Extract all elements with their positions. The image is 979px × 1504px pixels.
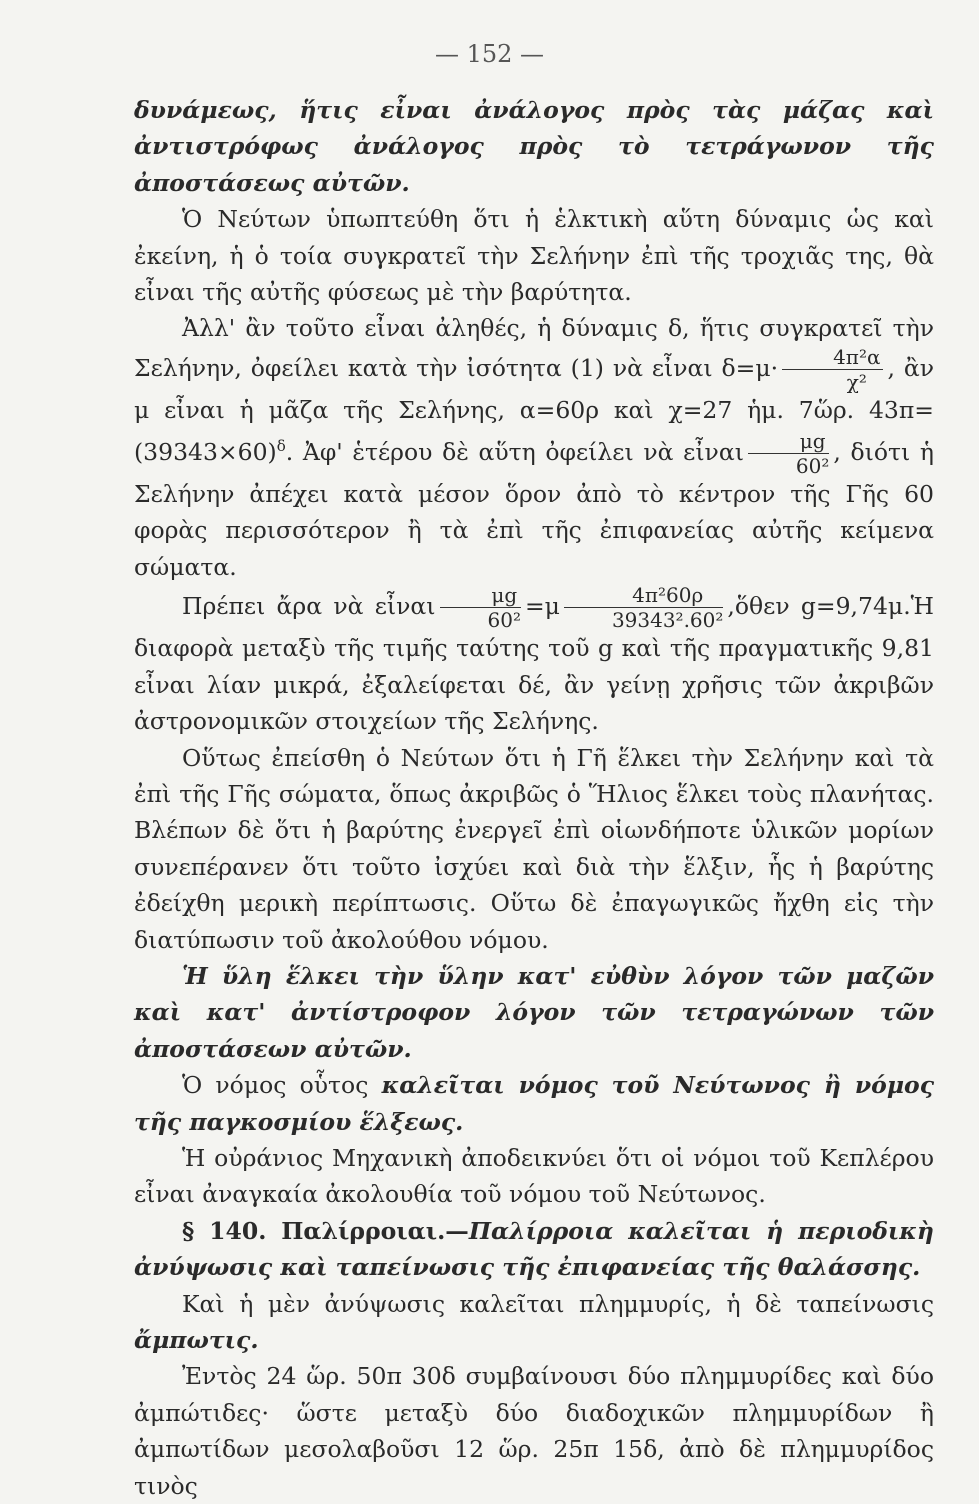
fraction-denominator: 39343².60² [611, 608, 724, 633]
fraction-numerator: μg [440, 585, 521, 608]
paragraph-law-name [134, 1067, 934, 1140]
moon-force-text-a: Ἀλλ' ἂν τοῦτο εἶναι ἀληθές, ἡ δύναμις δ, ἥτις συγκρατεῖ τὴν Σελήνην, ὀφείλει κατὰ τὴν ἰσότητα (1) νὰ εἶναι δ=μ· [134, 314, 934, 382]
paragraph-law-statement: Ἡ ὕλη ἕλκει τὴν ὕλην κατ' εὐθὺν λόγον τῶν μαζῶν καὶ κατ' ἀντίστροφον λόγον τῶν τετραγώνων τῶν ἀποστάσεων αὐτῶν. [134, 961, 934, 1063]
tide-definition: Παλίρροια καλεῖται ἡ περιοδικὴ ἀνύψωσις καὶ ταπείνωσις τῆς ἐπιφανείας τῆς θαλάσσης. [134, 1216, 934, 1282]
equation-equals-mu: =μ [524, 592, 560, 621]
paragraph-newton-suspicion: Ὁ Νεύτων ὑπωπτεύθη ὅτι ἡ ἑλκτικὴ αὕτη δύναμις ὡς καὶ ἐκείνη, ἡ ὁ τοία συγκρατεῖ τὴν Σελήνην ἐπὶ τῆς τροχιᾶς της, θὰ εἶναι τῆς αὐτῆς φύσεως μὲ τὴν βαρύτητα. [134, 205, 934, 307]
difference-text: Ἡ διαφορὰ μεταξὺ τῆς τιμῆς ταύτης τοῦ g καὶ τῆς πραγματικῆς 9,81 εἶναι λίαν μικρά, ἐξαλείφεται δέ, ἂν γείνῃ χρῆσις τῶν ἀκριβῶν ἀστρονομικῶν στοιχείων τῆς Σελήνης. [134, 592, 934, 736]
law-name-intro: Ὁ νόμος οὗτος [182, 1071, 382, 1100]
section-heading: § 140. Παλίρροιαι.— [182, 1216, 469, 1245]
fraction-denominator: 60² [795, 454, 830, 479]
law-name-bold: καλεῖται νόμος τοῦ Νεύτωνος ἢ νόμος τῆς παγκοσμίου ἕλξεως. [134, 1071, 934, 1136]
paragraph-flood-ebb [134, 1286, 934, 1359]
fraction-4pi2-60r [564, 583, 724, 633]
page-number: — 152 — [434, 40, 545, 68]
fraction-denominator: 60² [487, 608, 521, 633]
fraction-numerator: μg [748, 431, 829, 454]
paragraph-equation-result [134, 585, 934, 739]
paragraph-section-tides [134, 1213, 934, 1286]
equation-result-g: ,ὅθεν g=9,74μ. [727, 592, 911, 621]
law-fragment-text: δυνάμεως, ἥτις εἶναι ἀνάλογος πρὸς τὰς μάζας καὶ ἀντιστρόφως ἀνάλογος πρὸς τὸ τετράγωνον τῆς ἀποστάσεως αὐτῶν. [134, 96, 934, 197]
page-body [134, 92, 934, 1504]
paragraph-moon-force [134, 310, 934, 585]
equation-intro: Πρέπει ἄρα νὰ εἶναι [182, 592, 436, 621]
paragraph-law-fragment [134, 92, 934, 201]
paragraph-celestial-mechanics: Ἡ οὐράνιος Μηχανικὴ ἀποδεικνύει ὅτι οἱ νόμοι τοῦ Κεπλέρου εἶναι ἀναγκαία ἀκολουθία τοῦ νόμου τοῦ Νεύτωνος. [134, 1143, 934, 1209]
fraction-numerator: 4π²60ρ [564, 585, 723, 608]
moon-force-text-d: , διότι ἡ Σελήνην ἀπέχει κατὰ μέσον ὅρον ἀπὸ τὸ κέντρον τῆς Γῆς 60 φορὰς περισσότερον ἢ τὰ ἐπὶ τῆς ἐπιφανείας αὐτῆς κείμενα σώματα. [134, 438, 934, 581]
seconds-superscript: δ [276, 437, 286, 456]
fraction-4pi2a-over-x2 [782, 344, 883, 394]
paragraph-newton-convinced: Οὕτως ἐπείσθη ὁ Νεύτων ὅτι ἡ Γῆ ἕλκει τὴν Σελήνην καὶ τὰ ἐπὶ τῆς Γῆς σώματα, ὅπως ἀκριβῶς ὁ Ἥλιος ἕλκει τοὺς πλανήτας. Βλέπων δὲ ὅτι ἡ βαρύτης ἐνεργεῖ ἐπὶ οἱωνδήποτε ὑλικῶν μορίων συνεπέρανεν ὅτι τοῦτο ἰσχύει καὶ διὰ τὴν ἕλξιν, ἧς ἡ βαρύτης ἐδείχθη μερικὴ περίπτωσις. Οὕτω δὲ ἐπαγωγικῶς ἤχθη εἰς τὴν διατύπωσιν τοῦ ἀκολούθου νόμου. [134, 743, 934, 954]
paragraph-tide-interval: Ἐντὸς 24 ὥρ. 50π 30δ συμβαίνουσι δύο πλημμυρίδες καὶ δύο ἀμπώτιδες· ὥστε μεταξὺ δύο διαδοχικῶν πλημμυρίδων ἢ ἀμπωτίδων μεσολαβοῦσι 12 ὥρ. 25π 15δ, ἀπὸ δὲ πλημμυρίδος τινὸς [134, 1362, 934, 1500]
fraction-mg-over-60sq-2 [440, 583, 521, 633]
moon-force-text-c: . Ἀφ' ἑτέρου δὲ αὕτη ὀφείλει νὰ εἶναι [285, 438, 744, 467]
fraction-denominator: χ² [846, 369, 867, 394]
moon-force-text-b: , ἂν μ εἶναι ἡ μᾶζα τῆς Σελήνης, α=60ρ καὶ χ=27 ἡμ. 7ὥρ. 43π=(39343×60) [134, 353, 934, 467]
fraction-numerator: 4π²α [782, 347, 883, 370]
flood-ebb-text: Καὶ ἡ μὲν ἀνύψωσις καλεῖται πλημμυρίς, ἡ δὲ ταπείνωσις [182, 1289, 934, 1318]
ebb-term: ἄμπωτις. [134, 1326, 259, 1355]
fraction-mg-over-60sq [748, 429, 830, 479]
